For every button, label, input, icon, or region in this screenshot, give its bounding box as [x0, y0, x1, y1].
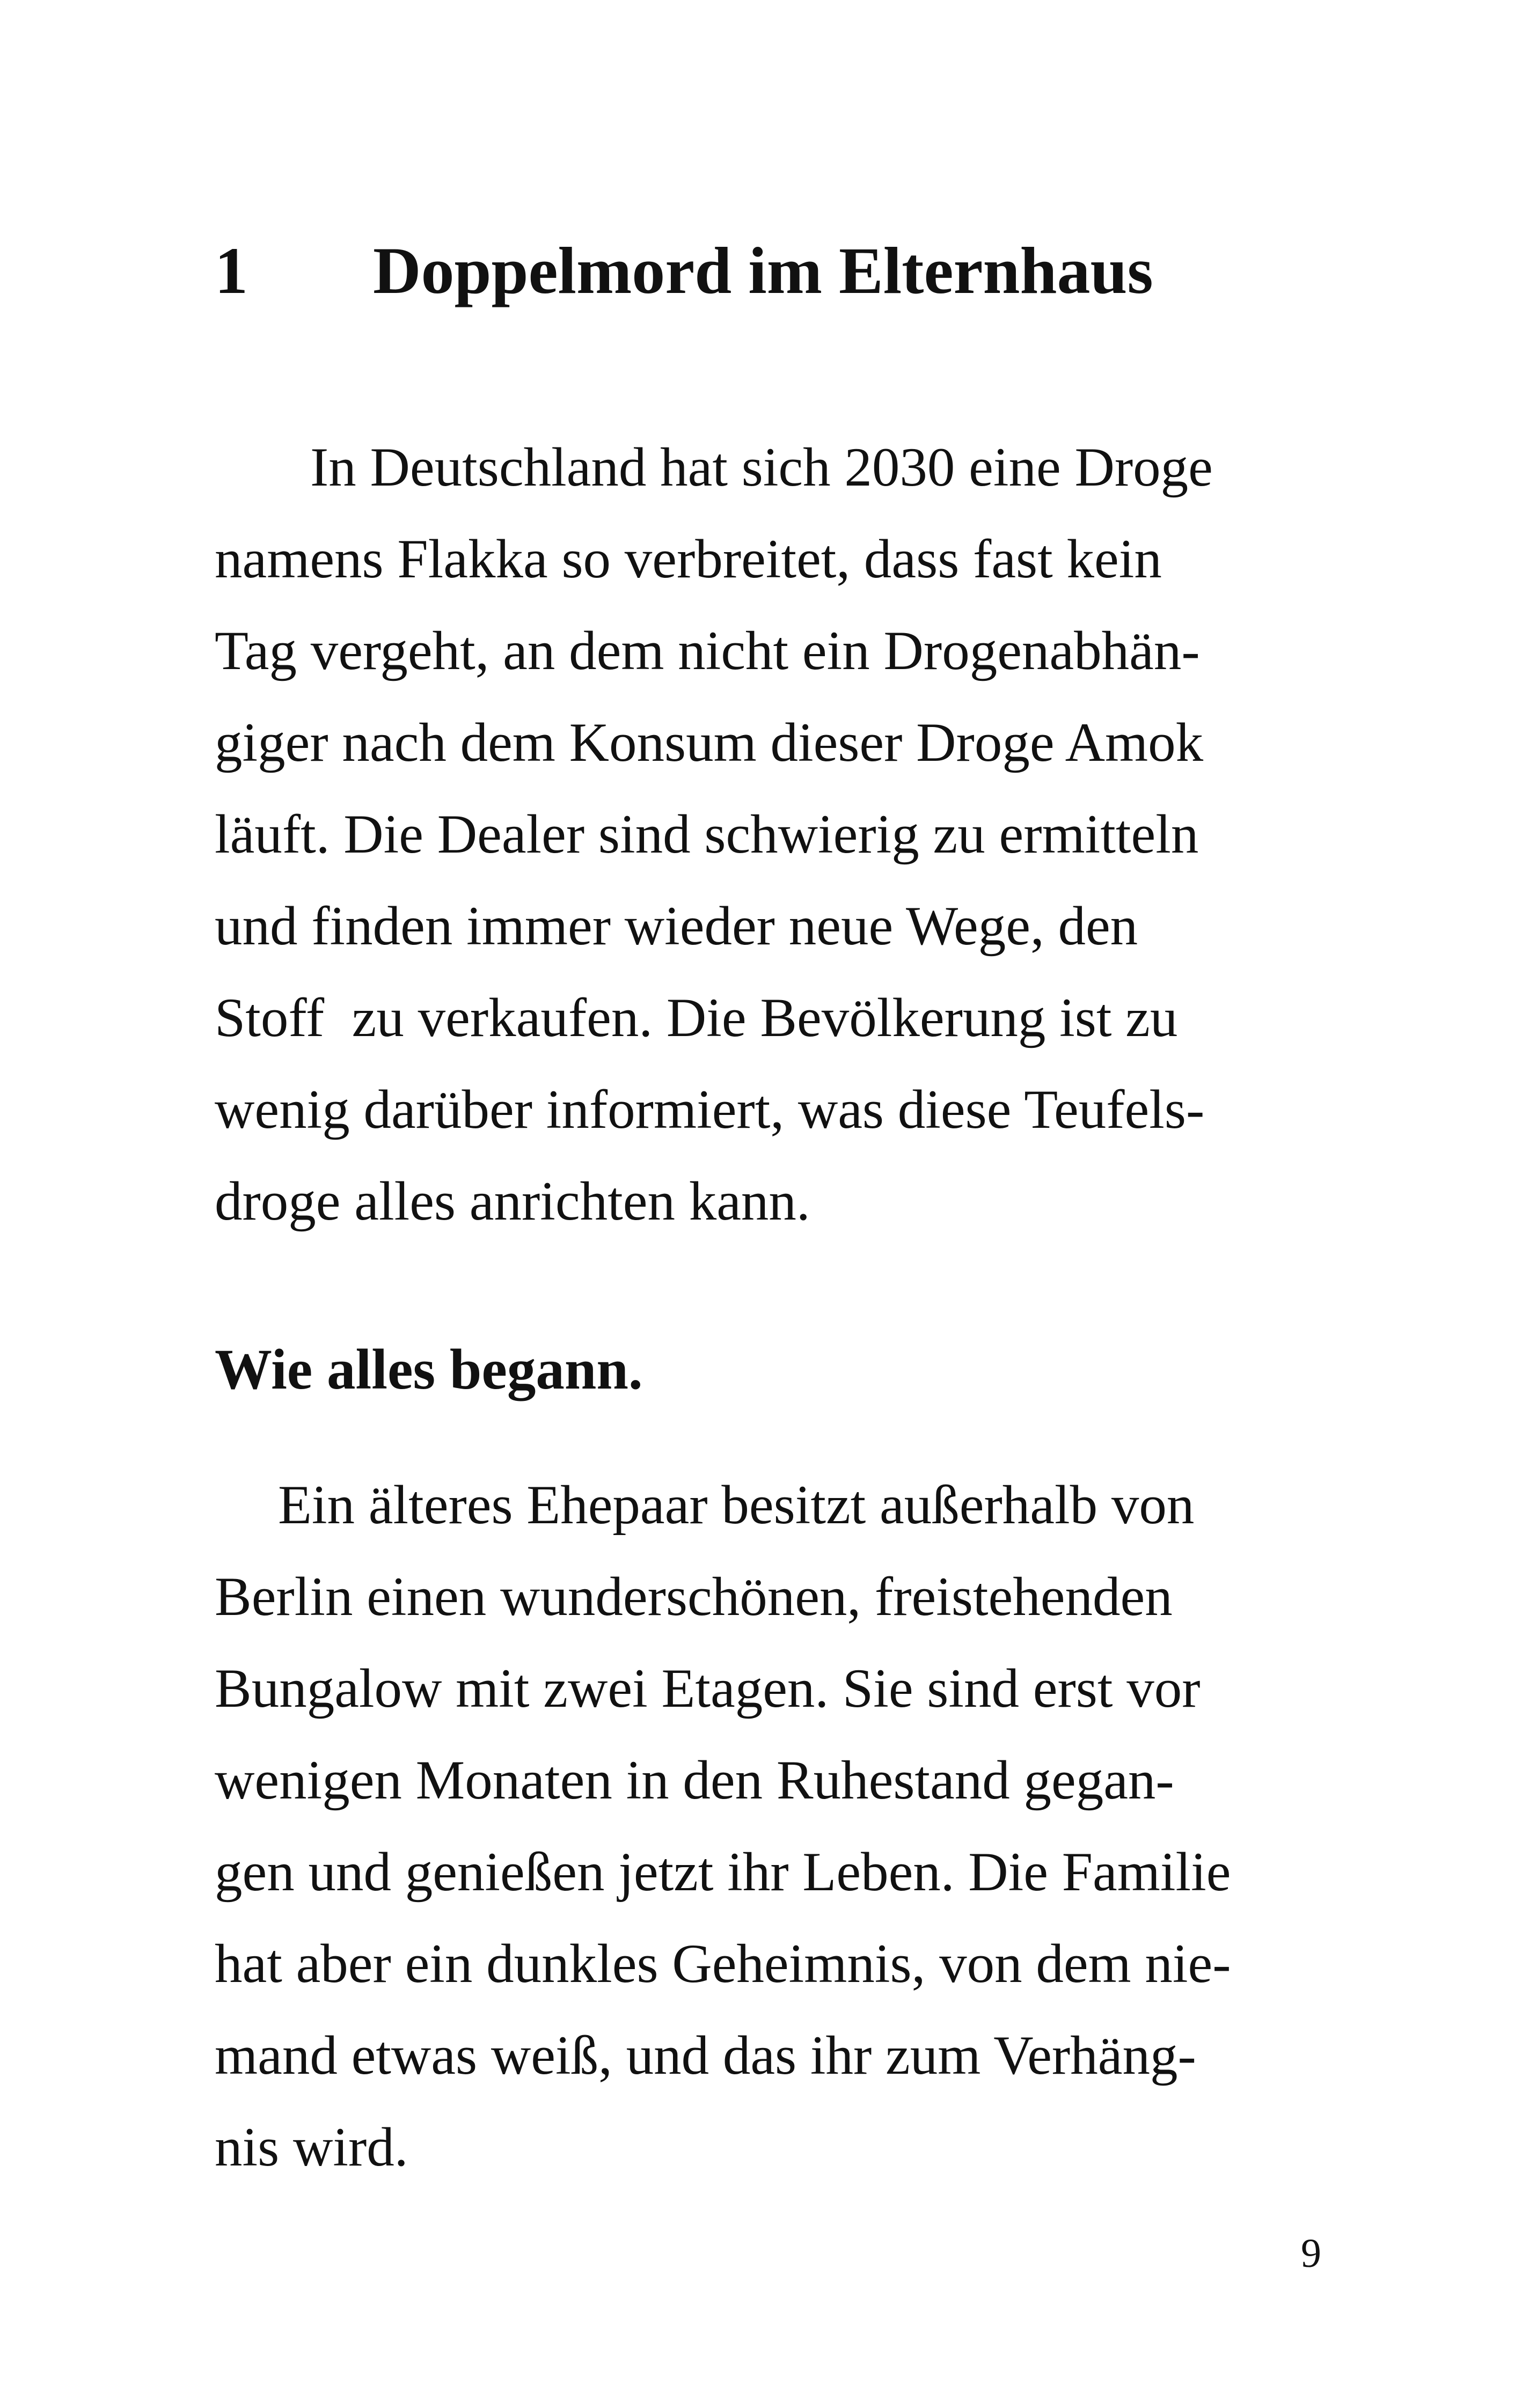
text-line: wenigen Monaten in den Ruhestand gegan- — [215, 1750, 1174, 1811]
text-line: droge alles anrichten kann. — [215, 1171, 810, 1232]
chapter-number: 1 — [215, 234, 248, 307]
text-line: wenig darüber informiert, was diese Teufels- — [215, 1079, 1205, 1140]
section-subheading: Wie alles begann. — [215, 1338, 643, 1401]
intro-paragraph — [215, 422, 1315, 1247]
text-line: In Deutschland hat sich 2030 eine Droge — [310, 437, 1213, 498]
text-line: namens Flakka so verbreitet, dass fast kein — [215, 528, 1162, 590]
text-line: und finden immer wieder neue Wege, den — [215, 895, 1138, 957]
text-line: gen und genießen jetzt ihr Leben. Die Familie — [215, 1841, 1231, 1903]
page-number: 9 — [1301, 2231, 1321, 2276]
section-paragraph — [215, 1459, 1315, 2193]
text-line: hat aber ein dunkles Geheimnis, von dem nie- — [215, 1933, 1231, 1994]
text-line: Berlin einen wunderschönen, freistehenden — [215, 1566, 1173, 1627]
text-line: Bungalow mit zwei Etagen. Sie sind erst vor — [215, 1658, 1201, 1719]
text-line: Tag vergeht, an dem nicht ein Drogenabhän- — [215, 620, 1200, 681]
chapter-title: Doppelmord im Elternhaus — [373, 234, 1153, 307]
text-line: mand etwas weiß, und das ihr zum Verhäng- — [215, 2025, 1196, 2086]
text-line: Ein älteres Ehepaar besitzt außerhalb von — [278, 1474, 1195, 1536]
text-line: nis wird. — [215, 2117, 408, 2178]
chapter-heading — [215, 223, 1315, 319]
text-line: läuft. Die Dealer sind schwierig zu ermitteln — [215, 804, 1199, 865]
text-line: Stoff zu verkaufen. Die Bevölkerung ist zu — [215, 987, 1178, 1048]
text-line: giger nach dem Konsum dieser Droge Amok — [215, 712, 1204, 773]
